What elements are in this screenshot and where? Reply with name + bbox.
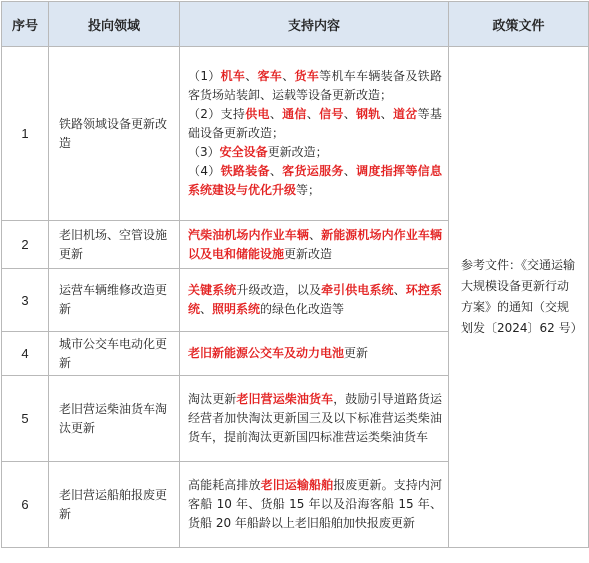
highlight-text: 信号 bbox=[319, 107, 344, 121]
content-paragraph bbox=[188, 281, 442, 319]
highlight-text: 汽柴油机场内作业车辆 bbox=[188, 227, 309, 242]
content-paragraph bbox=[188, 143, 442, 162]
highlight-text: 老旧营运柴油货车 bbox=[236, 392, 334, 406]
body-text: ，鼓励引导道路货运经营者加快淘汰更新国三及以下标准营运类柴油货车，提前淘汰更新国四标准营运类柴油货车 bbox=[188, 392, 442, 444]
row-area: 老旧营运船舶报废更新 bbox=[49, 462, 180, 548]
row-area: 城市公交车电动化更新 bbox=[49, 332, 180, 376]
body-text: 更新改造 bbox=[284, 246, 333, 261]
body-text: 的绿色化改造等 bbox=[260, 302, 345, 316]
header-content: 支持内容 bbox=[180, 2, 449, 47]
body-text: （2）支持 bbox=[188, 107, 246, 121]
content-paragraph bbox=[188, 344, 442, 363]
body-text: 、 bbox=[343, 107, 356, 121]
highlight-text: 老旧新能源公交车及动力电池 bbox=[188, 346, 345, 360]
content-paragraph bbox=[188, 476, 442, 533]
body-text: 报废更新。支持内河客船 10 年、货船 15 年以及沿海客船 15 年、货船 20 年船龄以上老旧船舶加快报废更新 bbox=[188, 478, 442, 530]
content-paragraph bbox=[188, 67, 442, 105]
highlight-text: 安全设备 bbox=[219, 145, 268, 159]
body-text: 、 bbox=[282, 69, 295, 83]
body-text: 、 bbox=[245, 69, 258, 83]
body-text: 、 bbox=[393, 283, 406, 297]
body-text: 更新 bbox=[344, 346, 369, 360]
row-area: 老旧机场、空管设施更新 bbox=[49, 221, 180, 269]
row-content bbox=[180, 332, 449, 376]
row-content bbox=[180, 47, 449, 221]
row-content bbox=[180, 462, 449, 548]
row-area: 老旧营运柴油货车淘汰更新 bbox=[49, 376, 180, 462]
highlight-text: 牵引供电系统 bbox=[321, 283, 394, 297]
body-text: （1） bbox=[188, 69, 221, 83]
highlight-text: 新能源机场内作业车辆以及电和储能设施 bbox=[188, 227, 442, 261]
body-text: 、 bbox=[380, 107, 393, 121]
content-paragraph bbox=[188, 162, 442, 200]
body-text: 、 bbox=[343, 164, 357, 178]
row-number: 5 bbox=[2, 376, 49, 462]
highlight-text: 通信 bbox=[282, 107, 307, 121]
highlight-text: 供电 bbox=[245, 107, 270, 121]
body-text: 等； bbox=[296, 183, 321, 197]
body-text: 淘汰更新 bbox=[188, 392, 237, 406]
content-paragraph bbox=[188, 390, 442, 447]
row-number: 3 bbox=[2, 269, 49, 332]
header-policy: 政策文件 bbox=[449, 2, 589, 47]
highlight-text: 机车 bbox=[220, 69, 246, 83]
highlight-text: 客货运服务 bbox=[282, 164, 344, 178]
body-text: 、 bbox=[308, 227, 322, 242]
highlight-text: 老旧运输船舶 bbox=[260, 478, 334, 492]
body-text: 等机车车辆装备及铁路客货场站装卸、运载等设备更新改造； bbox=[188, 69, 442, 102]
header-area: 投向领域 bbox=[49, 2, 180, 47]
content-paragraph bbox=[188, 105, 442, 143]
policy-reference: 参考文件：《交通运输大规模设备更新行动方案》的通知（交规划发〔2024〕62 号） bbox=[449, 47, 589, 548]
row-area: 铁路领域设备更新改造 bbox=[49, 47, 180, 221]
body-text: （4） bbox=[188, 164, 221, 178]
policy-table bbox=[1, 1, 589, 548]
row-content bbox=[180, 221, 449, 269]
row-number: 1 bbox=[2, 47, 49, 221]
body-text: 、 bbox=[269, 164, 283, 178]
content-paragraph bbox=[188, 226, 442, 264]
highlight-text: 环控系统 bbox=[188, 283, 442, 316]
highlight-text: 客车 bbox=[257, 69, 283, 83]
body-text: 升级改造，以及 bbox=[236, 283, 322, 297]
highlight-text: 调度指挥等信息系统建设与优化升级 bbox=[188, 164, 442, 197]
table-header-row bbox=[2, 2, 589, 47]
body-text: 等基础设备更新改造； bbox=[188, 107, 442, 140]
highlight-text: 货车 bbox=[294, 69, 320, 83]
row-number: 4 bbox=[2, 332, 49, 376]
row-content bbox=[180, 376, 449, 462]
body-text: 高能耗高排放 bbox=[188, 478, 261, 492]
row-content bbox=[180, 269, 449, 332]
body-text: 、 bbox=[269, 107, 283, 121]
highlight-text: 关键系统 bbox=[188, 283, 237, 297]
body-text: 、 bbox=[200, 302, 213, 316]
highlight-text: 钢轨 bbox=[356, 107, 381, 121]
highlight-text: 照明系统 bbox=[212, 302, 261, 316]
row-area: 运营车辆维修改造更新 bbox=[49, 269, 180, 332]
header-no: 序号 bbox=[2, 2, 49, 47]
row-number: 2 bbox=[2, 221, 49, 269]
highlight-text: 道岔 bbox=[392, 107, 418, 121]
table-row bbox=[2, 47, 589, 221]
body-text: 、 bbox=[306, 107, 320, 121]
body-text: 更新改造； bbox=[267, 145, 328, 159]
row-number: 6 bbox=[2, 462, 49, 548]
body-text: （3） bbox=[188, 145, 220, 159]
highlight-text: 铁路装备 bbox=[220, 164, 270, 178]
